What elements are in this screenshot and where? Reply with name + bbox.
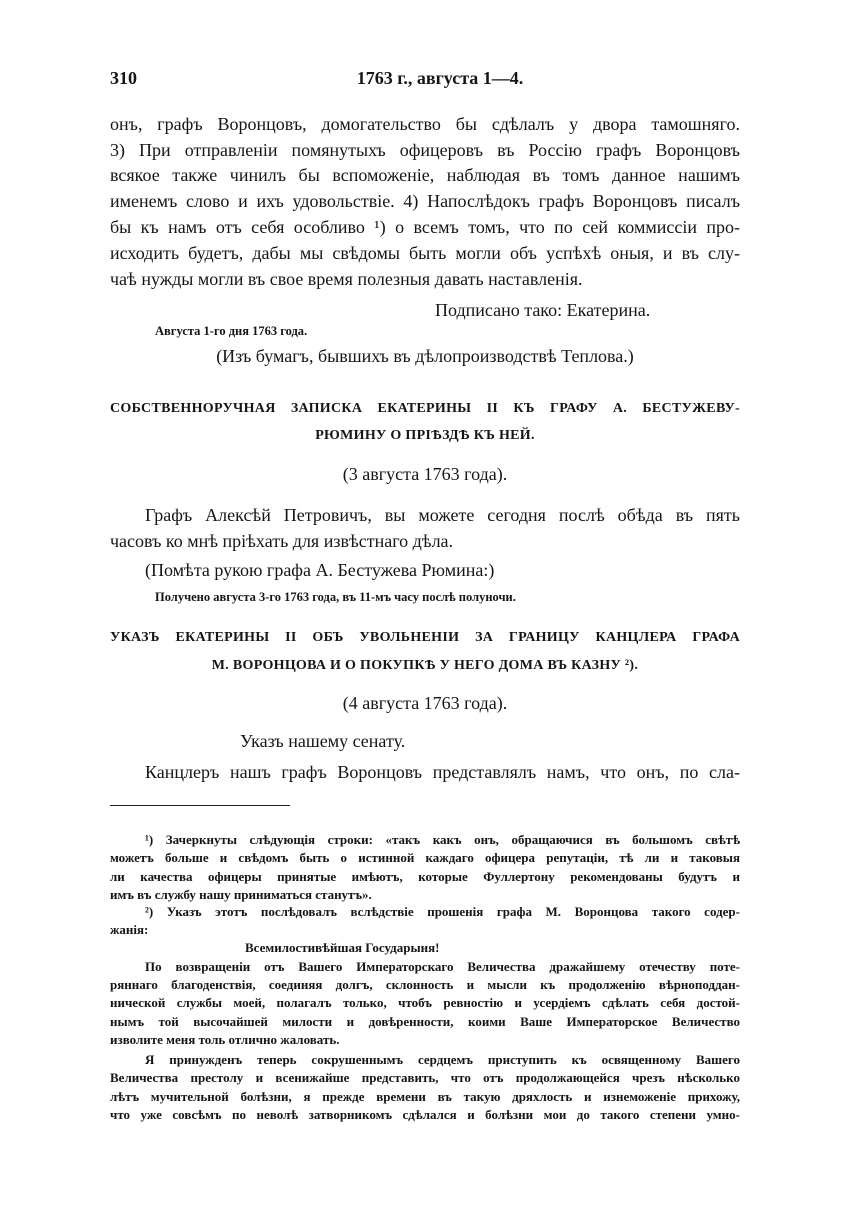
text-line: ряннаго благоденствія, соединяя долгъ, склонность и мысли къ продолженію вѣрноподдан- xyxy=(110,976,740,992)
text-line: жанія: xyxy=(110,921,149,937)
text-line: Подписано тако: Екатерина. xyxy=(435,299,651,320)
running-title: 1763 г., августа 1—4. xyxy=(356,68,524,88)
text-line: можетъ больше и свѣдомъ быть о истинной каждаго офицера репутаціи, тѣ ли и таковыя xyxy=(110,849,740,865)
text-line: именемъ слово и ихъ удовольствіе. 4) Напослѣдокъ графъ Воронцовъ писалъ xyxy=(110,190,740,211)
text-line: что уже совсѣмъ по неволѣ затворникомъ сдѣлался и болѣзни мои до такого степени умно- xyxy=(110,1106,740,1122)
text-line: ¹) Зачеркнуты слѣдующія строки: «такъ какъ онъ, обращаючися въ большомъ свѣтѣ xyxy=(145,831,740,847)
text-line: бы къ намъ отъ себя особливо ¹) о всемъ томъ, что по сей коммиссіи про- xyxy=(110,216,740,237)
text-line: Я принужденъ теперь сокрушеннымъ сердцемъ приступить къ освященному Вашего xyxy=(145,1051,740,1067)
page-number: 310 xyxy=(110,68,137,88)
text-line: (Помѣта рукою графа А. Бестужева Рюмина:) xyxy=(145,559,495,580)
text-line: По возвращеніи отъ Вашего Императорскаго Величества дражайшему отечеству поте- xyxy=(145,958,740,974)
text-line: Получено августа 3-го 1763 года, въ 11-мъ часу послѣ полуночи. xyxy=(155,590,516,605)
text-line: всякое также чинилъ бы вспоможеніе, наблюдая въ томъ данное нашимъ xyxy=(110,164,740,185)
section-heading-line: РЮМИНУ О ПРІѢЗДѢ КЪ НЕЙ. xyxy=(315,428,535,444)
section-heading-line: М. ВОРОНЦОВА И О ПОКУПКѢ У НЕГО ДОМА ВЪ КАЗНУ ²). xyxy=(211,658,639,674)
text-line: нымъ той высочайшей милости и довѣренности, коими Ваше Императорское Величество xyxy=(110,1013,740,1029)
text-line: лѣтъ мучительной болѣзни, я прежде времени въ такую дряхлость и изнеможеніе прихожу, xyxy=(110,1088,740,1104)
text-line: часовъ ко мнѣ пріѣхать для извѣстнаго дѣла. xyxy=(110,530,454,551)
text-line: Указъ нашему сенату. xyxy=(240,730,406,751)
section-heading-line: СОБСТВЕННОРУЧНАЯ ЗАПИСКА ЕКАТЕРИНЫ II КЪ ГРАФУ А. БЕСТУЖЕВУ- xyxy=(110,401,740,417)
text-line: Графъ Алексѣй Петровичъ, вы можете сегодня послѣ обѣда въ пять xyxy=(145,504,740,525)
text-line: Канцлеръ нашъ графъ Воронцовъ представлялъ намъ, что онъ, по сла- xyxy=(145,761,740,782)
text-line: исходить будетъ, дабы мы свѣдомы быть могли объ успѣхѣ оныя, и въ слу- xyxy=(110,242,740,263)
text-line: имъ въ службу нашу приниматься станутъ». xyxy=(110,886,372,902)
text-line: ²) Указъ этотъ послѣдовалъ вслѣдствіе прошенія графа М. Воронцова такого содер- xyxy=(145,903,740,919)
text-line: (4 августа 1763 года). xyxy=(342,692,508,713)
footnote-divider xyxy=(110,805,290,806)
text-line: изволите меня толь отлично жаловать. xyxy=(110,1031,340,1047)
text-line: онъ, графъ Воронцовъ, домогательство бы сдѣлалъ у двора тамошняго. xyxy=(110,113,740,134)
text-line: Всемилостивѣйшая Государыня! xyxy=(245,939,440,955)
text-line: ли качества офицеры принятые имѣютъ, которые Фуллертону рекомендованы будутъ и xyxy=(110,868,740,884)
text-line: Августа 1-го дня 1763 года. xyxy=(155,324,308,339)
text-line: (Изъ бумагъ, бывшихъ въ дѣлопроизводствѣ Теплова.) xyxy=(216,345,634,366)
text-line: Величества престолу и всенижайше представить, что отъ продолжающейся чрезъ нѣсколько xyxy=(110,1069,740,1085)
text-line: 3) При отправленіи помянутыхъ офицеровъ въ Россію графъ Воронцовъ xyxy=(110,139,740,160)
section-heading-line: УКАЗЪ ЕКАТЕРИНЫ II ОБЪ УВОЛЬНЕНІИ ЗА ГРАНИЦУ КАНЦЛЕРА ГРАФА xyxy=(110,630,740,646)
text-line: нической службы моей, полагалъ только, чтобъ ревностію и усердіемъ сдѣлать себя достой- xyxy=(110,994,740,1010)
text-line: чаѣ нужды могли въ свое время полезныя давать наставленія. xyxy=(110,268,583,289)
text-line: (3 августа 1763 года). xyxy=(342,463,508,484)
